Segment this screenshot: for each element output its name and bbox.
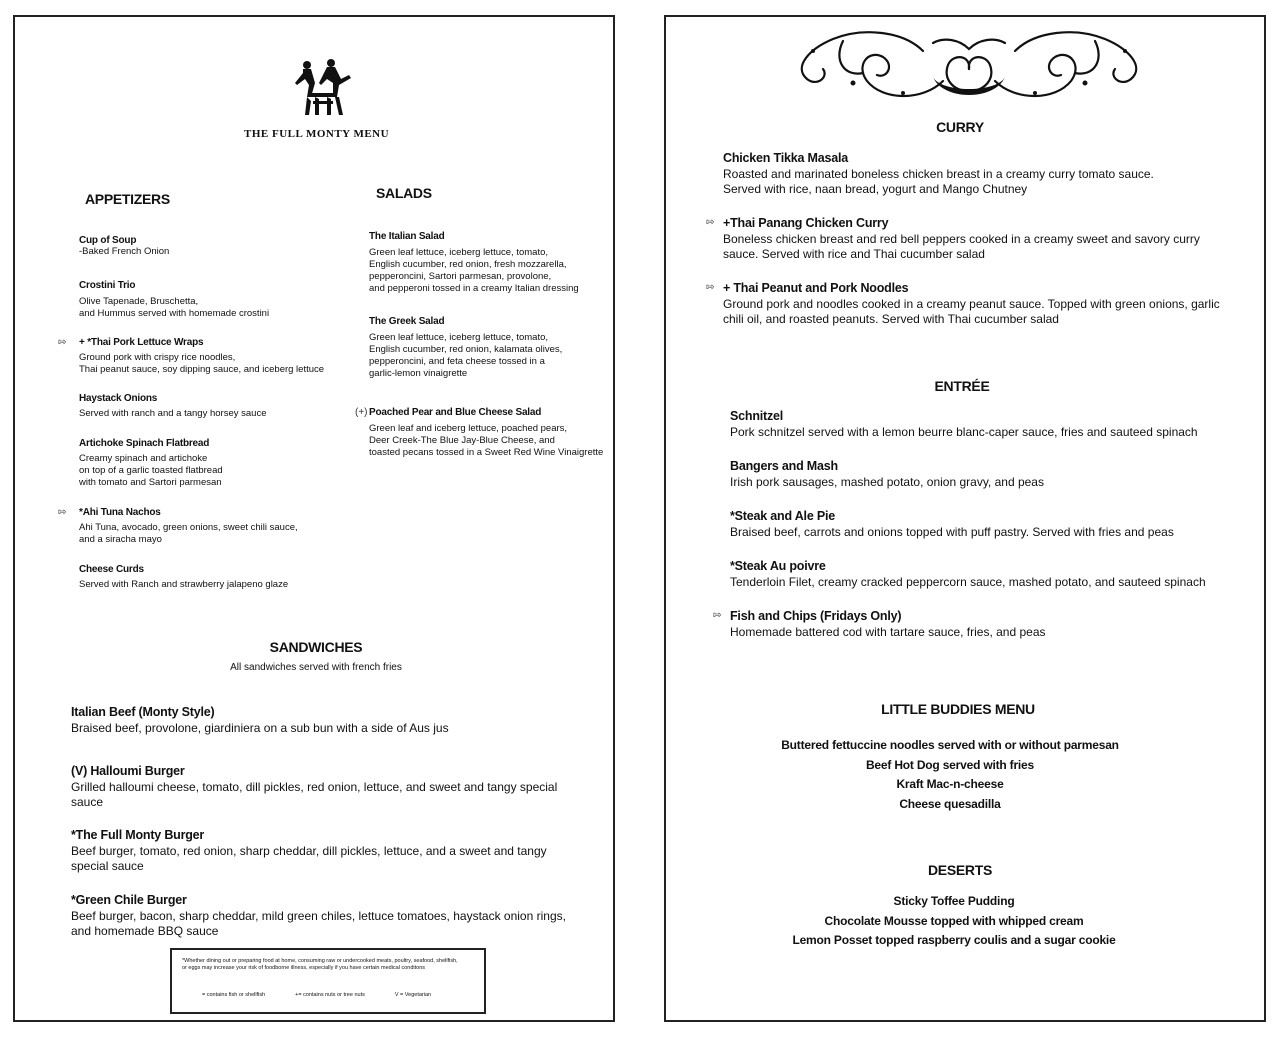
item-name: Cheese Curds: [79, 564, 144, 575]
item-name: Chicken Tikka Masala: [723, 151, 849, 165]
list-item: [730, 509, 1174, 540]
list-item: [369, 231, 579, 295]
item-name: Artichoke Spinach Flatbread: [79, 438, 210, 449]
item-desc: Green leaf and iceberg lettuce, poached pears, Deer Creek-The Blue Jay-Blue Cheese, and toasted pecans tossed in a Sweet Red Wine Vinaigrette: [369, 423, 604, 458]
fish-marker-icon: ⇰: [58, 507, 67, 518]
item-desc: Boneless chicken breast and red bell peppers cooked in a creamy sweet and savory curry sauce. Served with rice and Thai cucumber salad: [723, 232, 1200, 261]
item-desc: Olive Tapenade, Bruschetta, and Hummus served with homemade crostini: [79, 296, 270, 319]
item-name: + *Thai Pork Lettuce Wraps: [79, 337, 204, 348]
item-name: The Italian Salad: [369, 231, 445, 242]
item-desc: Braised beef, provolone, giardiniera on a sub bun with a side of Aus jus: [71, 721, 449, 735]
item-name: The Greek Salad: [369, 316, 445, 327]
list-item: [79, 337, 324, 376]
list-item: [723, 281, 1220, 327]
list-item: [79, 507, 298, 546]
list-item: Beef Hot Dog served with fries: [865, 757, 1035, 772]
list-item: [79, 438, 223, 489]
allergen-legend: [170, 948, 486, 1014]
fish-marker-icon: ⇰: [713, 610, 722, 621]
item-name: Bangers and Mash: [730, 459, 838, 473]
nuts-marker: (+): [355, 407, 368, 418]
menu-title: THE FULL MONTY MENU: [244, 128, 390, 140]
flourish-ornament-icon: [783, 21, 1155, 111]
item-desc: Green leaf lettuce, iceberg lettuce, tomato, English cucumber, red onion, kalamata olives, pepperoncini, and feta cheese tossed in a garlic-lemon vinaigrette: [369, 332, 563, 379]
fish-marker-icon: ⇰: [706, 282, 715, 293]
item-name: Crostini Trio: [79, 280, 136, 291]
list-item: Buttered fettuccine noodles served with or without parmesan: [781, 738, 1119, 752]
item-desc: Irish pork sausages, mashed potato, onion gravy, and peas: [730, 475, 1044, 489]
list-item: Kraft Mac-n-cheese: [896, 777, 1004, 791]
item-name: Italian Beef (Monty Style): [71, 705, 215, 719]
deserts-heading: DESERTS: [927, 862, 993, 878]
list-item: Cheese quesadilla: [899, 796, 1001, 811]
item-name: Schnitzel: [730, 409, 784, 423]
sandwiches-heading: SANDWICHES: [269, 639, 363, 655]
kids-menu-heading: LITTLE BUDDIES MENU: [881, 701, 1035, 717]
item-desc: Braised beef, carrots and onions topped with puff pastry. Served with fries and peas: [730, 525, 1174, 539]
list-item: [71, 705, 449, 736]
item-desc: Ground pork and noodles cooked in a creamy peanut sauce. Topped with green onions, garlic chili oil, and roasted peanuts. Served with Thai cucumber salad: [723, 297, 1220, 326]
item-desc: Roasted and marinated boneless chicken breast in a creamy curry tomato sauce. Served with rice, naan bread, yogurt and Mango Chutney: [723, 167, 1154, 196]
item-name: *The Full Monty Burger: [71, 828, 205, 842]
list-item: [71, 893, 566, 939]
item-desc: -Baked French Onion: [79, 246, 170, 257]
legend-nuts: += contains nuts or tree nuts: [295, 992, 365, 998]
right-menu-page: [664, 15, 1266, 1022]
salads-heading: SALADS: [376, 185, 432, 201]
kids-menu-list: [666, 736, 1234, 814]
item-name: *Green Chile Burger: [71, 893, 187, 907]
list-item: Lemon Posset topped raspberry coulis and a sugar cookie: [792, 933, 1116, 947]
item-desc: Beef burger, bacon, sharp cheddar, mild green chiles, lettuce tomatoes, haystack onion rings, and homemade BBQ sauce: [71, 909, 566, 938]
item-name: Haystack Onions: [79, 393, 158, 404]
item-name: +Thai Panang Chicken Curry: [723, 216, 889, 230]
list-item: [79, 393, 266, 420]
item-desc: Green leaf lettuce, iceberg lettuce, tomato, English cucumber, red onion, fresh mozzarella, pepperoncini, Sartori parmesan, provolone, and pepperoni tossed in a creamy Italian dressing: [369, 247, 579, 294]
item-name: *Steak and Ale Pie: [730, 509, 836, 523]
list-item: [730, 459, 1044, 490]
item-desc: Ahi Tuna, avocado, green onions, sweet chili sauce, and a siracha mayo: [79, 522, 298, 545]
item-desc: Served with Ranch and strawberry jalapeno glaze: [79, 579, 289, 590]
deserts-list: [666, 892, 1242, 951]
item-desc: Creamy spinach and artichoke on top of a garlic toasted flatbread with tomato and Sartori parmesan: [79, 453, 223, 488]
item-name: *Steak Au poivre: [730, 559, 826, 573]
item-desc: Homemade battered cod with tartare sauce, fries, and peas: [730, 625, 1046, 639]
legend-vegetarian: V = Vegetarian: [394, 992, 432, 998]
list-item: [79, 235, 169, 258]
fish-marker-icon: ⇰: [58, 337, 67, 348]
appetizers-heading: APPETIZERS: [85, 191, 170, 207]
list-item: [79, 564, 288, 591]
sandwiches-subheading: All sandwiches served with french fries: [230, 662, 402, 673]
curry-heading: CURRY: [936, 119, 984, 135]
item-name: *Ahi Tuna Nachos: [79, 507, 161, 518]
food-safety-note: *Whether dining out or preparing food at home, consuming raw or undercooked meats, poultry, seafood, shellfish, or eggs may increase your risk of foodborne illness, especially if you have certain medical conditons: [182, 958, 458, 971]
list-item: [730, 559, 1206, 590]
list-item: [71, 828, 547, 874]
list-item: [79, 280, 269, 320]
list-item: [369, 316, 562, 380]
item-desc: Ground pork with crispy rice noodles, Thai peanut sauce, soy dipping sauce, and iceberg lettuce: [79, 352, 325, 375]
list-item: [369, 407, 603, 459]
list-item: Sticky Toffee Pudding: [893, 894, 1015, 908]
item-desc: Served with ranch and a tangy horsey sauce: [79, 408, 267, 419]
list-item: [730, 409, 1198, 440]
fish-marker-icon: ⇰: [706, 217, 715, 228]
list-item: [723, 216, 1200, 262]
list-item: [723, 151, 1154, 197]
entree-heading: ENTRÉE: [934, 378, 990, 394]
item-name: Poached Pear and Blue Cheese Salad: [369, 407, 542, 418]
item-name: + Thai Peanut and Pork Noodles: [723, 281, 909, 295]
left-menu-page: [13, 15, 615, 1022]
list-item: [71, 764, 557, 810]
item-name: Cup of Soup: [79, 235, 137, 246]
item-name: (V) Halloumi Burger: [71, 764, 185, 778]
dancers-logo-icon: [293, 57, 353, 119]
item-desc: Grilled halloumi cheese, tomato, dill pickles, red onion, lettuce, and sweet and tangy special sauce: [71, 780, 558, 809]
item-name: Fish and Chips (Fridays Only): [730, 609, 902, 623]
list-item: [730, 609, 1046, 640]
item-desc: Pork schnitzel served with a lemon beurre blanc-caper sauce, fries and sauteed spinach: [730, 425, 1198, 439]
list-item: Chocolate Mousse topped with whipped cream: [824, 913, 1084, 928]
legend-fish: = contains fish or shellfish: [202, 992, 266, 998]
item-desc: Tenderloin Filet, creamy cracked peppercorn sauce, mashed potato, and sauteed spinach: [730, 575, 1206, 589]
item-desc: Beef burger, tomato, red onion, sharp cheddar, dill pickles, lettuce, and a sweet and tangy special sauce: [71, 844, 547, 873]
